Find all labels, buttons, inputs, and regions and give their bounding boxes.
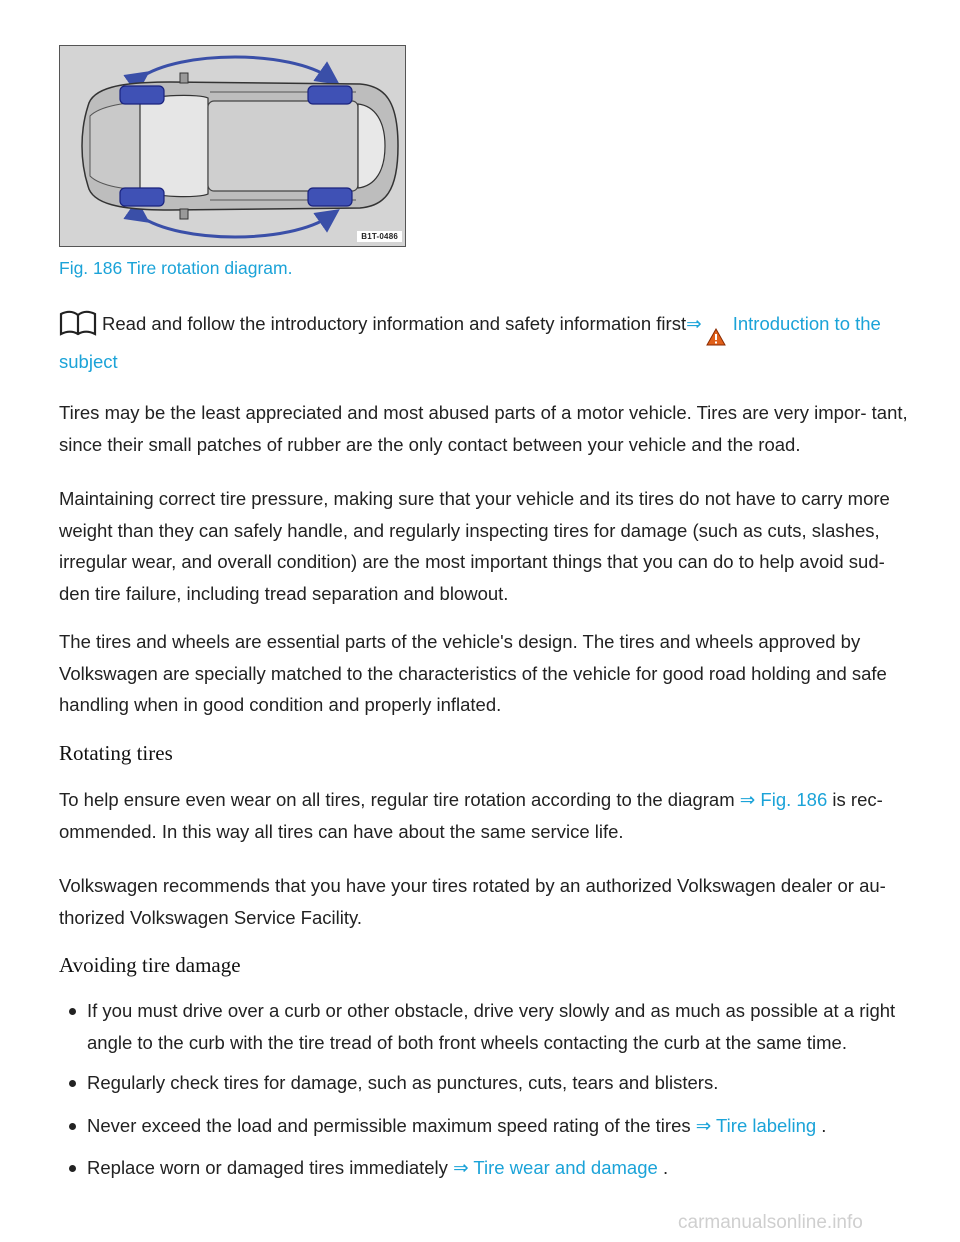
rotation-arrow-top — [140, 57, 330, 78]
fig-186-link[interactable]: ⇒ Fig. 186 — [739, 789, 828, 810]
bullet-1-text: If you must drive over a curb or other obstacle, drive very slowly and as much as possible at a right angle to the curb with the tire tread of both front wheels contacting the curb at the same time. — [87, 1000, 896, 1053]
bullet-item-4 — [59, 1152, 909, 1184]
watermark: carmanualsonline.info — [678, 1212, 863, 1233]
bullet-item-1 — [59, 995, 909, 1058]
intro-note — [59, 308, 909, 377]
tire-front-right — [120, 188, 164, 206]
paragraph-2: Maintaining correct tire pressure, making sure that your vehicle and its tires do not have to carry more weight than they can safely handle, and regularly inspecting tires for damage (such as cuts, slashes, irregular wear, and overall condition) are the most important things that you can do to help avoid sud- den tire failure, including tread separation and blowout. — [59, 488, 890, 604]
tire-wear-link[interactable]: ⇒ Tire wear and damage — [453, 1157, 658, 1178]
bullet-3-text: Never exceed the load and permissible maximum speed rating of the tires — [87, 1115, 691, 1136]
bullet-3-after: . — [821, 1115, 827, 1136]
bullet-dot — [69, 1080, 76, 1087]
bullet-4-after: . — [662, 1157, 669, 1178]
intro-note-arrow[interactable]: ⇒ — [686, 313, 702, 334]
tire-rotation-figure — [59, 45, 406, 247]
car-hood — [90, 103, 140, 189]
tire-rear-right — [308, 188, 352, 206]
car-roof — [208, 101, 358, 191]
figure-caption: Fig. 186 Tire rotation diagram. — [59, 258, 293, 278]
tire-front-left — [120, 86, 164, 104]
tire-rear-left — [308, 86, 352, 104]
paragraph-3: The tires and wheels are essential parts of the vehicle's design. The tires and wheels approved by Volkswagen are specially matched to the characteristics of the vehicle for good road holding and safe handling when in good condition and properly inflated. — [59, 631, 887, 715]
warning-icon — [706, 328, 726, 346]
paragraph-1: Tires may be the least appreciated and most abused parts of a motor vehicle. Tires are very impor- tant, since their small patches of rubber are the only contact between your vehicle and the road. — [59, 402, 908, 455]
car-top-view-illustration — [60, 46, 405, 246]
mirror-right — [180, 209, 188, 219]
rotating-paragraph-2: Volkswagen recommends that you have your tires rotated by an authorized Volkswagen dealer or au- thorized Volkswagen Service Facility. — [59, 875, 886, 928]
bullet-dot — [69, 1123, 76, 1130]
rotating-p1-after: is rec- ommended. In this way all tires can have about the same service life. — [59, 789, 883, 842]
figure-code: B1T-0486 — [357, 231, 402, 242]
mirror-left — [180, 73, 188, 83]
rotation-arrow-bottom — [140, 216, 330, 237]
intro-note-link[interactable]: Introduction to the subject — [59, 313, 881, 372]
bullet-dot — [69, 1008, 76, 1015]
bullet-item-3 — [59, 1110, 909, 1142]
bullet-4-text: Replace worn or damaged tires immediately — [87, 1157, 448, 1178]
bullet-item-2 — [59, 1067, 909, 1099]
book-icon — [59, 310, 97, 336]
rotating-p1-text: To help ensure even wear on all tires, regular tire rotation according to the diagram — [59, 789, 735, 810]
bullet-dot — [69, 1165, 76, 1172]
heading-rotating-tires: Rotating tires — [59, 741, 173, 765]
tire-labeling-link[interactable]: ⇒ Tire labeling — [695, 1115, 817, 1136]
rotating-paragraph-1 — [59, 784, 909, 847]
heading-avoiding-tire-damage: Avoiding tire damage — [59, 953, 241, 977]
windshield — [140, 95, 208, 196]
bullet-2-text: Regularly check tires for damage, such as punctures, cuts, tears and blisters. — [87, 1072, 719, 1093]
intro-note-text: Read and follow the introductory information and safety information first — [102, 313, 687, 334]
